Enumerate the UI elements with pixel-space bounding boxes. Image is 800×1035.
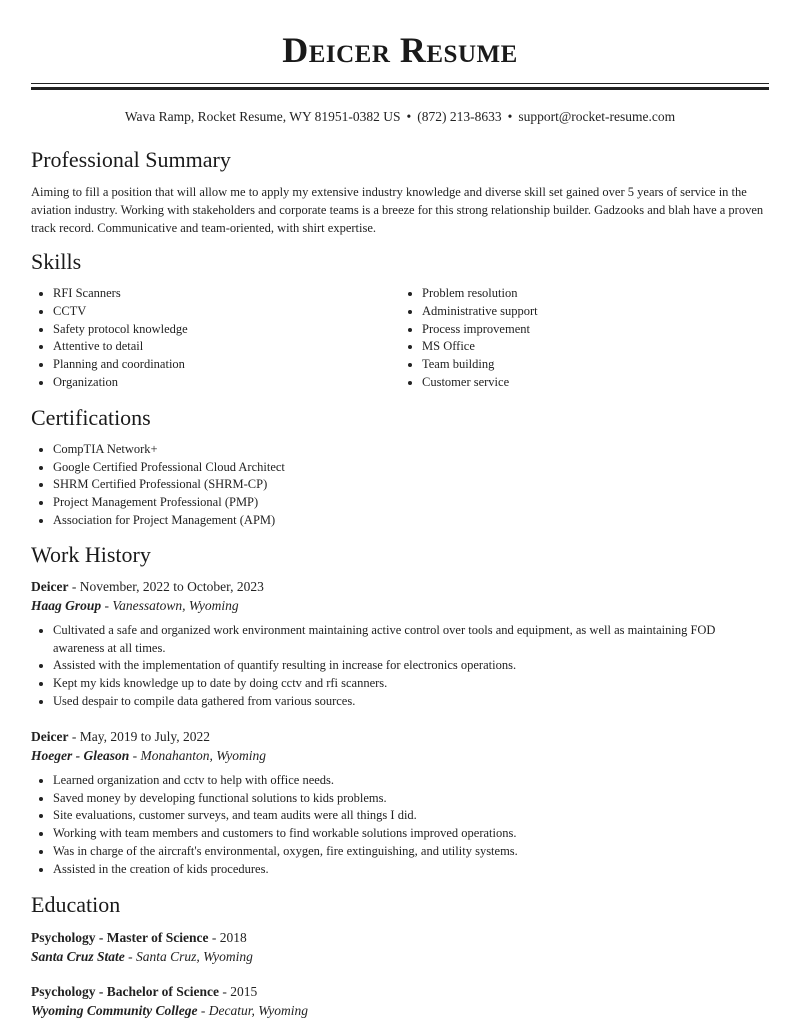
job-title-line [31, 577, 769, 596]
contact-separator: • [507, 109, 513, 124]
skills-column-right [400, 285, 769, 392]
contact-phone[interactable]: (872) 213-8633 [417, 109, 502, 124]
skill-item: • Team building [422, 356, 769, 374]
education-degree-line [31, 982, 769, 1001]
education-degree: Psychology - Master of Science [31, 929, 209, 945]
job-company-line [31, 596, 769, 615]
section-heading-certifications: Certifications [31, 404, 151, 430]
job-bullet: • Working with team members and customers to find workable solutions improved operations. [53, 825, 769, 843]
section-heading-work-history: Work History [31, 541, 151, 567]
contact-separator: • [406, 109, 412, 124]
contact-address: Wava Ramp, Rocket Resume, WY 81951-0382 US [124, 109, 401, 124]
skill-item: • Administrative support [422, 303, 769, 321]
job-bullet: • Assisted with the implementation of quantify resulting in increase for electronics operations. [53, 657, 769, 675]
page-title: Deicer Resume [282, 30, 518, 70]
job-company-line [31, 746, 769, 765]
education-school-line [31, 947, 769, 966]
skill-item: • Process improvement [422, 321, 769, 339]
skill-item: • Safety protocol knowledge [53, 321, 400, 339]
job-location: - Monahanton, Wyoming [129, 747, 266, 763]
education-entry [31, 928, 769, 966]
certification-item: • SHRM Certified Professional (SHRM-CP) [53, 476, 769, 494]
skill-item: • Customer service [422, 374, 769, 392]
section-heading-skills: Skills [31, 249, 82, 274]
resume-page [31, 0, 769, 1020]
education-year: - 2018 [208, 929, 247, 945]
job-entry [31, 727, 769, 879]
education-school: Wyoming Community College [31, 1002, 198, 1018]
job-title: Deicer [31, 728, 69, 744]
job-bullet: • Kept my kids knowledge up to date by doing cctv and rfi scanners. [53, 675, 769, 693]
job-bullet: • Cultivated a safe and organized work environment maintaining active control over tools and equipment, as well as maintaining FOD awareness at all times. [53, 622, 769, 658]
education-location: - Decatur, Wyoming [197, 1002, 309, 1018]
job-dates: - November, 2022 to October, 2023 [68, 578, 264, 594]
education-degree-line [31, 928, 769, 947]
contact-line [31, 108, 769, 126]
skill-item: • Organization [53, 374, 400, 392]
certification-item: • Google Certified Professional Cloud Architect [53, 459, 769, 477]
section-heading-education: Education [31, 891, 121, 917]
job-entry [31, 577, 769, 711]
skill-item: • Attentive to detail [53, 338, 400, 356]
skills-list [31, 285, 769, 392]
job-bullet: • Learned organization and cctv to help with office needs. [53, 772, 769, 790]
certification-item: • CompTIA Network+ [53, 441, 769, 459]
skills-column-left [31, 285, 400, 392]
education-school: Santa Cruz State [31, 948, 125, 964]
summary-text: Aiming to fill a position that will allow me to apply my extensive industry knowledge and diverse skill set gained over 5 years of service in the aviation industry. Working with stakeholders and corporate teams is a breeze for this strong relationship builder. Gadzooks and blah have a proven track record. Communicative and team-oriented, with shirt expertise. [31, 185, 764, 235]
job-bullet: • Site evaluations, customer surveys, and team audits were all things I did. [53, 807, 769, 825]
skill-item: • Planning and coordination [53, 356, 400, 374]
job-location: - Vanessatown, Wyoming [101, 597, 239, 613]
job-company: Hoeger - Gleason [31, 747, 130, 763]
skill-item: • RFI Scanners [53, 285, 400, 303]
education-year: - 2015 [218, 983, 258, 999]
skill-item: • Problem resolution [422, 285, 769, 303]
certification-item: • Project Management Professional (PMP) [53, 494, 769, 512]
job-title: Deicer [31, 578, 69, 594]
job-title-line [31, 727, 769, 746]
job-bullets [31, 622, 769, 711]
job-company: Haag Group [31, 597, 102, 613]
education-location: - Santa Cruz, Wyoming [124, 948, 253, 964]
section-heading-summary: Professional Summary [31, 147, 231, 172]
contact-email[interactable]: support@rocket-resume.com [518, 109, 676, 124]
skill-item: • CCTV [53, 303, 400, 321]
job-bullets [31, 772, 769, 879]
job-bullet: • Saved money by developing functional solutions to kids problems. [53, 790, 769, 808]
skill-item: • MS Office [422, 338, 769, 356]
job-bullet: • Was in charge of the aircraft's environmental, oxygen, fire extinguishing, and utility systems. [53, 843, 769, 861]
education-degree: Psychology - Bachelor of Science [31, 983, 219, 999]
job-dates: - May, 2019 to July, 2022 [68, 728, 210, 744]
job-bullet: • Assisted in the creation of kids procedures. [53, 861, 769, 879]
certification-item: • Association for Project Management (APM) [53, 512, 769, 530]
header-divider [31, 83, 769, 90]
certifications-list [31, 441, 769, 530]
job-bullet: • Used despair to compile data gathered from various sources. [53, 693, 769, 711]
education-school-line [31, 1001, 769, 1020]
education-entry [31, 982, 769, 1020]
